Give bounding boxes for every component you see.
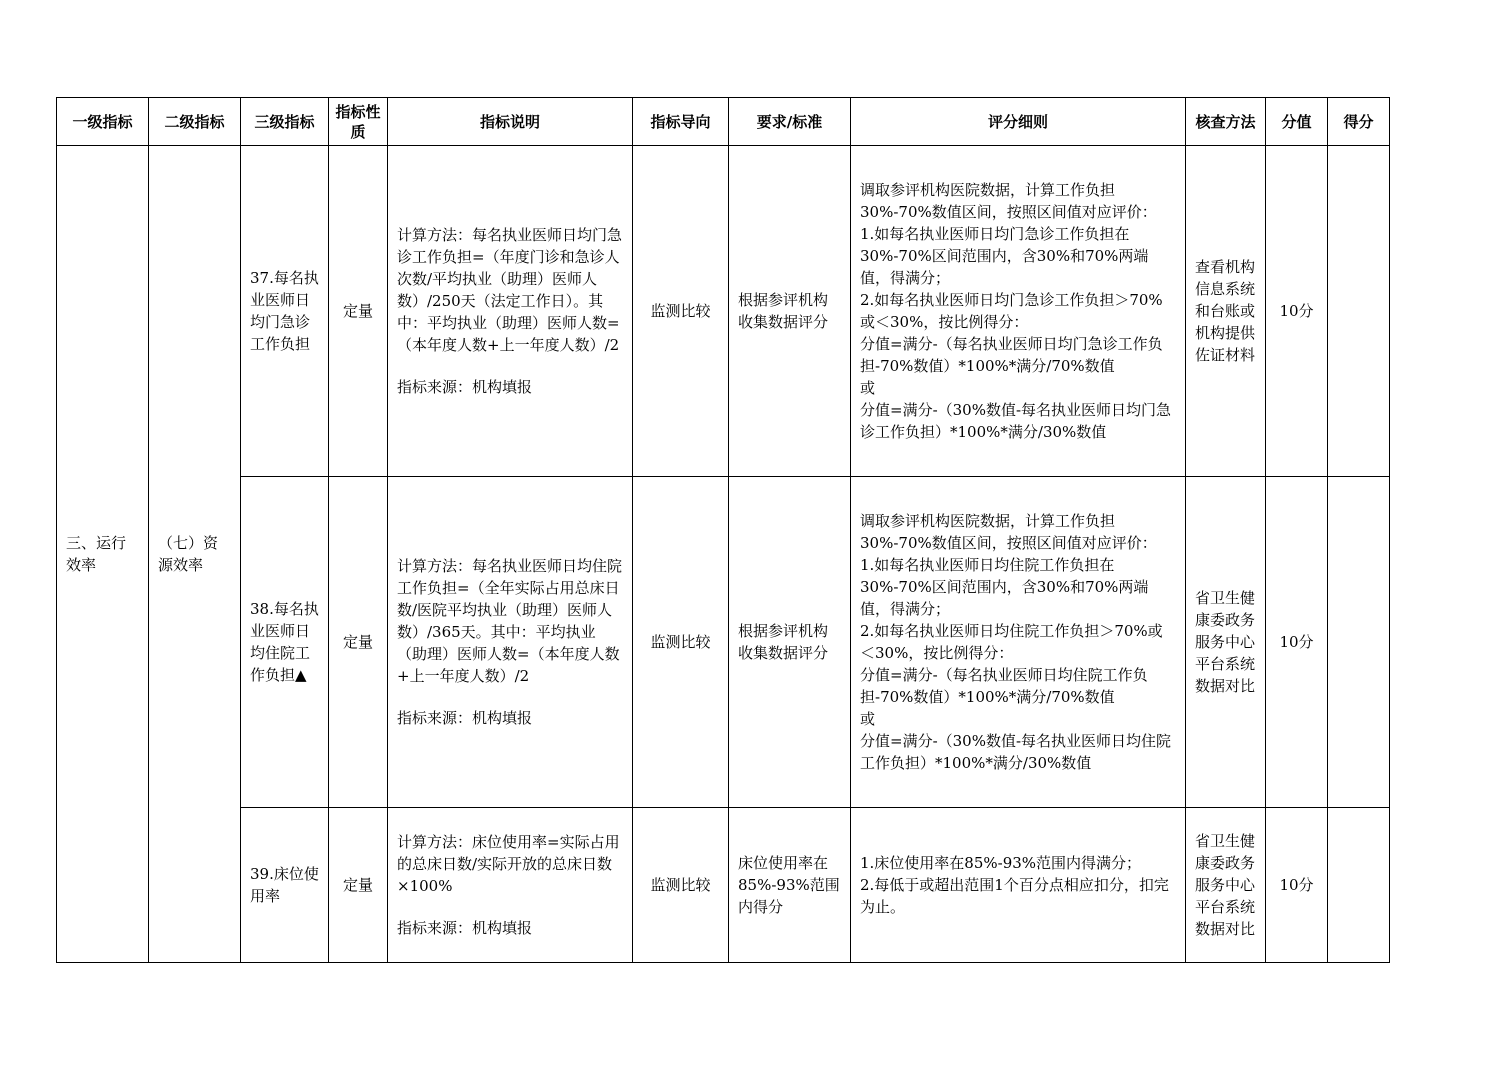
description-cell	[388, 808, 633, 963]
rule-line: 调取参评机构医院数据，计算工作负担30%-70%数值区间，按照区间值对应评价：	[860, 512, 1157, 552]
rule-line: 2.如每名执业医师日均住院工作负担＞70%或＜30%，按比例得分：	[860, 622, 1163, 662]
direction-cell: 监测比较	[633, 477, 729, 808]
level3-cell: 39.床位使用率	[241, 808, 329, 963]
header-check: 核查方法	[1186, 98, 1266, 146]
rule-line: 分值=满分-（每名执业医师日均门急诊工作负担-70%数值）*100%*满分/70%数值	[860, 335, 1163, 375]
nature-cell: 定量	[329, 146, 388, 477]
standard-cell: 床位使用率在85%-93%范围内得分	[729, 808, 851, 963]
description-cell	[388, 477, 633, 808]
header-rules: 评分细则	[851, 98, 1186, 146]
standard-cell: 根据参评机构收集数据评分	[729, 146, 851, 477]
score-cell: 10分	[1266, 808, 1328, 963]
rule-line: 或	[860, 710, 876, 728]
rule-line: 调取参评机构医院数据，计算工作负担30%-70%数值区间，按照区间值对应评价：	[860, 181, 1157, 221]
level2-cell: （七）资源效率	[149, 146, 241, 963]
table-row	[57, 146, 1390, 477]
description-text: 计算方法：床位使用率=实际占用的总床日数/实际开放的总床日数×100%	[397, 833, 620, 895]
got-cell	[1328, 477, 1390, 808]
level3-cell: 37.每名执业医师日均门急诊工作负担	[241, 146, 329, 477]
table-row	[57, 808, 1390, 963]
header-level1: 一级指标	[57, 98, 149, 146]
rules-cell	[851, 146, 1186, 477]
header-level3: 三级指标	[241, 98, 329, 146]
rules-cell	[851, 477, 1186, 808]
table-row	[57, 477, 1390, 808]
got-cell	[1328, 146, 1390, 477]
rules-cell	[851, 808, 1186, 963]
header-row	[57, 98, 1390, 146]
header-score: 分值	[1266, 98, 1328, 146]
rule-line: 2.每低于或超出范围1个百分点相应扣分，扣完为止。	[860, 876, 1169, 916]
source-text: 指标来源：机构填报	[397, 378, 533, 396]
direction-cell: 监测比较	[633, 146, 729, 477]
rule-line: 分值=满分-（每名执业医师日均住院工作负担-70%数值）*100%*满分/70%数值	[860, 666, 1148, 706]
rule-line: 1.如每名执业医师日均门急诊工作负担在30%-70%区间范围内，含30%和70%两端值，得满分；	[860, 225, 1149, 287]
rule-line: 分值=满分-（30%数值-每名执业医师日均门急诊工作负担）*100%*满分/30%数值	[860, 401, 1172, 441]
header-standard: 要求/标准	[729, 98, 851, 146]
description-text: 计算方法：每名执业医师日均门急诊工作负担=（年度门诊和急诊人次数/平均执业（助理）医师人数）/250天（法定工作日）。其中：平均执业（助理）医师人数=（本年度人数+上一年度人数）/2	[397, 226, 623, 354]
rule-line: 2.如每名执业医师日均门急诊工作负担＞70%或＜30%，按比例得分：	[860, 291, 1163, 331]
rule-line: 分值=满分-（30%数值-每名执业医师日均住院工作负担）*100%*满分/30%数值	[860, 732, 1172, 772]
direction-cell: 监测比较	[633, 808, 729, 963]
level3-cell: 38.每名执业医师日均住院工作负担▲	[241, 477, 329, 808]
header-description: 指标说明	[388, 98, 633, 146]
check-cell: 省卫生健康委政务服务中心平台系统数据对比	[1186, 808, 1266, 963]
rule-line: 或	[860, 379, 876, 397]
got-cell	[1328, 808, 1390, 963]
rule-line: 1.如每名执业医师日均住院工作负担在30%-70%区间范围内，含30%和70%两端值，得满分；	[860, 556, 1149, 618]
header-direction: 指标导向	[633, 98, 729, 146]
header-level2: 二级指标	[149, 98, 241, 146]
level1-cell: 三、运行效率	[57, 146, 149, 963]
check-cell: 省卫生健康委政务服务中心平台系统数据对比	[1186, 477, 1266, 808]
source-text: 指标来源：机构填报	[397, 709, 533, 727]
nature-cell: 定量	[329, 477, 388, 808]
score-cell: 10分	[1266, 146, 1328, 477]
score-cell: 10分	[1266, 477, 1328, 808]
header-got: 得分	[1328, 98, 1390, 146]
header-nature: 指标性质	[329, 98, 388, 146]
standard-cell: 根据参评机构收集数据评分	[729, 477, 851, 808]
description-cell	[388, 146, 633, 477]
check-cell: 查看机构信息系统和台账或机构提供佐证材料	[1186, 146, 1266, 477]
rule-line: 1.床位使用率在85%-93%范围内得满分；	[860, 854, 1142, 872]
description-text: 计算方法：每名执业医师日均住院工作负担=（全年实际占用总床日数/医院平均执业（助理）医师人数）/365天。其中：平均执业（助理）医师人数=（本年度人数+上一年度人数）/2	[397, 557, 623, 685]
evaluation-table	[56, 97, 1390, 963]
nature-cell: 定量	[329, 808, 388, 963]
source-text: 指标来源：机构填报	[397, 919, 533, 937]
